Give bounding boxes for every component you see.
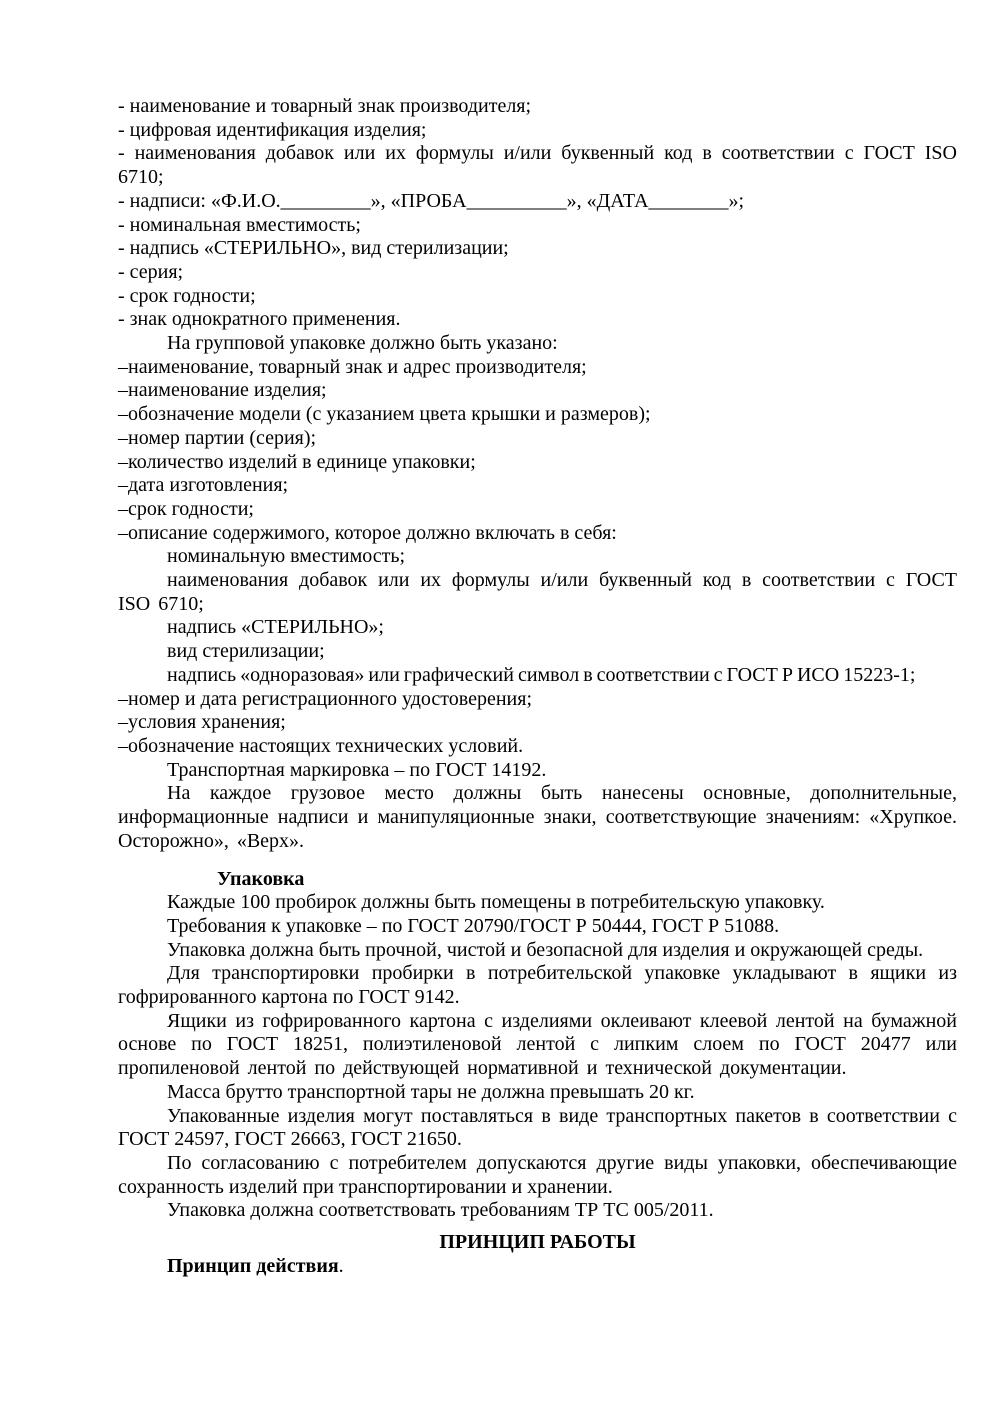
sublist-item: надпись «СТЕРИЛЬНО»; [167, 616, 384, 639]
paragraph: По согласованию с потребителем допускаются другие виды упаковки, обеспечивающие сохранность изделий при транспортировании и хранении. [118, 1151, 957, 1198]
list-item: –условия хранения; [118, 711, 286, 734]
paragraph: Упаковка должна соответствовать требованиям ТР ТС 005/2011. [167, 1199, 714, 1222]
contents-sublist [118, 545, 957, 687]
list-item: –обозначение настоящих технических условий. [118, 734, 524, 757]
list-item: –описание содержимого, которое должно включать в себя: [118, 521, 617, 544]
paragraph: Требования к упаковке – по ГОСТ 20790/ГОСТ Р 50444, ГОСТ Р 51088. [167, 914, 780, 937]
list-item: - серия; [118, 260, 184, 283]
sublist-item: наименования добавок или их формулы и/или буквенный код в соответствии с ГОСТ ISO 6710; [118, 569, 957, 615]
paragraph: Упаковка должна быть прочной, чистой и безопасной для изделия и окружающей среды. [167, 938, 924, 961]
principle-lead [118, 1255, 957, 1279]
group-package-list-2 [118, 688, 957, 759]
group-package-intro: На групповой упаковке должно быть указано: [167, 332, 558, 355]
principle-lead-period: . [338, 1254, 344, 1277]
list-item: - цифровая идентификация изделия; [118, 118, 427, 141]
paragraph: На каждое грузовое место должны быть нанесены основные, дополнительные, информационные надписи и манипуляционные знаки, соответствующие значениям: «Хрупкое. Осторожно», «Верх». [118, 782, 957, 852]
marking-list [118, 95, 957, 332]
list-item: - наименование и товарный знак производителя; [118, 95, 532, 117]
group-package-list [118, 356, 957, 546]
paragraph: Упакованные изделия могут поставляться в виде транспортных пакетов в соответствии с ГОСТ 24597, ГОСТ 26663, ГОСТ 21650. [118, 1104, 957, 1151]
paragraph: Ящики из гофрированного картона с изделиями оклеивают клеевой лентой на бумажной основе по ГОСТ 18251, полиэтиленовой лентой с липким слоем по ГОСТ 20477 или пропиленовой лентой по действующей нормативной и технической документации. [118, 1009, 957, 1080]
document-text [118, 95, 957, 1278]
list-item: - знак однократного применения. [118, 308, 401, 331]
paragraph: Транспортная маркировка – по ГОСТ 14192. [167, 758, 547, 781]
list-item: - срок годности; [118, 284, 256, 307]
list-item: –обозначение модели (с указанием цвета крышки и размеров); [118, 403, 651, 426]
sublist-item: номинальную вместимость; [167, 545, 406, 568]
list-item: –количество изделий в единице упаковки; [118, 450, 476, 473]
paragraph: Масса брутто транспортной тары не должна превышать 20 кг. [167, 1080, 695, 1103]
list-item: –дата изготовления; [118, 474, 289, 497]
sublist-item: вид стерилизации; [167, 640, 325, 663]
list-item: –наименование изделия; [118, 379, 327, 402]
list-item: –номер и дата регистрационного удостоверения; [118, 687, 533, 710]
principle-heading: ПРИНЦИП РАБОТЫ [439, 1231, 636, 1254]
list-item: –наименование, товарный знак и адрес производителя; [118, 355, 587, 378]
transport-paragraphs [118, 759, 957, 854]
list-item: - наименования добавок или их формулы и/или буквенный код в соответствии с ГОСТ ISO 6710; [118, 142, 957, 189]
paragraph: Для транспортировки пробирки в потребительской упаковке укладывают в ящики из гофрированного картона по ГОСТ 9142. [118, 962, 957, 1009]
list-item: –срок годности; [118, 497, 254, 520]
list-item: - надписи: «Ф.И.О._________», «ПРОБА__________», «ДАТА________»; [118, 189, 745, 212]
packaging-heading: Упаковка [217, 867, 305, 890]
list-item: - номинальная вместимость; [118, 213, 361, 236]
sublist-item: надпись «одноразовая» или графический символ в соответствии с ГОСТ Р ИСО 15223-1; [167, 663, 916, 686]
principle-lead-text: Принцип действия [167, 1254, 339, 1277]
list-item: - надпись «СТЕРИЛЬНО», вид стерилизации; [118, 237, 509, 260]
packaging-paragraphs [118, 891, 957, 1223]
paragraph: Каждые 100 пробирок должны быть помещены в потребительскую упаковку. [167, 891, 825, 914]
list-item: –номер партии (серия); [118, 426, 317, 449]
